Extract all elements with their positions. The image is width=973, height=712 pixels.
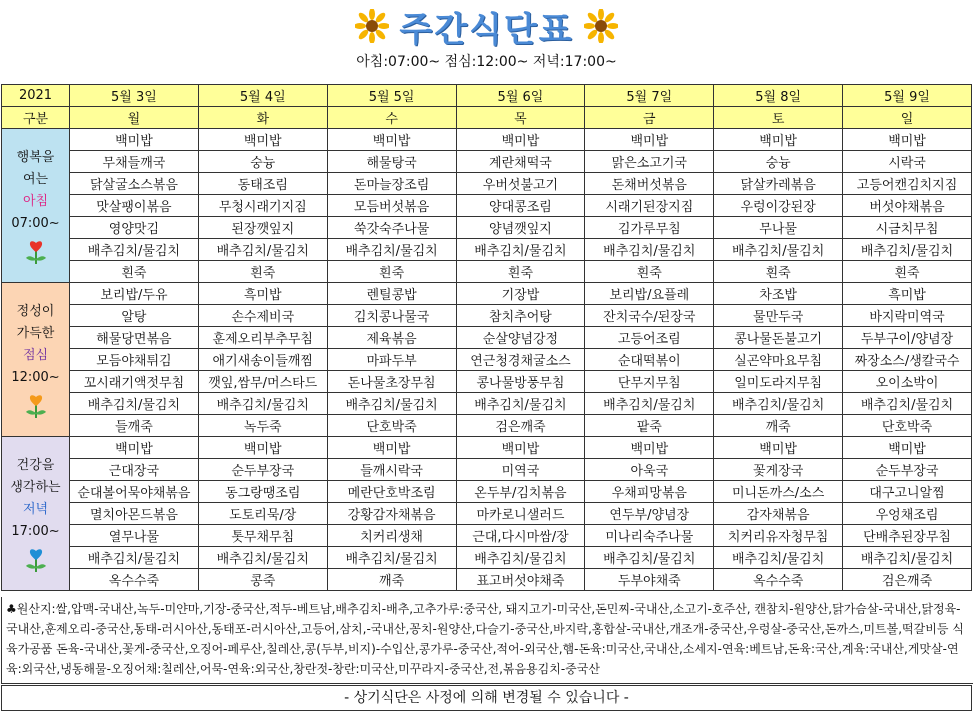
breakfast-menu-row [2, 217, 972, 239]
menu-item-cell: 깨죽 [327, 569, 456, 591]
menu-item-cell: 아욱국 [585, 459, 714, 481]
weekday-cell: 일 [843, 107, 972, 129]
menu-item-cell: 우렁이강된장 [714, 195, 843, 217]
menu-item-cell: 무나물 [714, 217, 843, 239]
menu-item-cell: 흑미밥 [843, 283, 972, 305]
menu-item-cell: 도토리묵/장 [198, 503, 327, 525]
menu-item-cell: 녹두죽 [198, 415, 327, 437]
meal-time: 07:00~ [11, 215, 60, 231]
menu-item-cell: 단무지무침 [585, 371, 714, 393]
lunch-label-cell [2, 283, 70, 437]
menu-item-cell: 온두부/김치볶음 [456, 481, 585, 503]
menu-item-cell: 김치콩나물국 [327, 305, 456, 327]
menu-item-cell: 백미밥 [327, 129, 456, 151]
date-cell: 5월 8일 [714, 85, 843, 107]
menu-item-cell: 강황감자채볶음 [327, 503, 456, 525]
menu-item-cell: 닭살카레볶음 [714, 173, 843, 195]
menu-item-cell: 모듬버섯볶음 [327, 195, 456, 217]
menu-item-cell: 백미밥 [585, 129, 714, 151]
menu-item-cell: 배추김치/물김치 [70, 393, 199, 415]
menu-item-cell: 검은깨죽 [843, 569, 972, 591]
meal-slogan-line: 생각하는 [10, 479, 61, 495]
menu-item-cell: 고등어캔김치지짐 [843, 173, 972, 195]
menu-item-cell: 배추김치/물김치 [456, 547, 585, 569]
lunch-menu-row [2, 393, 972, 415]
menu-item-cell: 버섯야채볶음 [843, 195, 972, 217]
menu-item-cell: 배추김치/물김치 [327, 239, 456, 261]
menu-item-cell: 제육볶음 [327, 327, 456, 349]
menu-item-cell: 순살양념강정 [456, 327, 585, 349]
menu-item-cell: 팥죽 [585, 415, 714, 437]
menu-item-cell: 연두부/양념장 [585, 503, 714, 525]
meal-slogan-line: 여는 [22, 171, 49, 187]
breakfast-label-cell [2, 129, 70, 283]
menu-item-cell: 깨죽 [714, 415, 843, 437]
breakfast-menu-row [2, 129, 972, 151]
menu-item-cell: 치커리유자청무침 [714, 525, 843, 547]
menu-item-cell: 순두부장국 [843, 459, 972, 481]
menu-item-cell: 흑미밥 [198, 283, 327, 305]
menu-item-cell: 감자채볶음 [714, 503, 843, 525]
meal-slogan-line: 건강을 [16, 457, 55, 473]
menu-item-cell: 단호박죽 [327, 415, 456, 437]
menu-item-cell: 보리밥/요플레 [585, 283, 714, 305]
menu-item-cell: 돈채버섯볶음 [585, 173, 714, 195]
menu-item-cell: 배추김치/물김치 [585, 239, 714, 261]
menu-item-cell: 검은깨죽 [456, 415, 585, 437]
menu-item-cell: 배추김치/물김치 [327, 393, 456, 415]
menu-item-cell: 콩죽 [198, 569, 327, 591]
menu-item-cell: 단호박죽 [843, 415, 972, 437]
lunch-menu-row [2, 415, 972, 437]
menu-item-cell: 백미밥 [327, 437, 456, 459]
lunch-menu-row [2, 349, 972, 371]
meal-time: 17:00~ [11, 523, 60, 539]
menu-item-cell: 순두부장국 [198, 459, 327, 481]
title-row [0, 6, 973, 50]
category-label: 구분 [2, 107, 70, 129]
footer-notice: - 상기식단은 사정에 의해 변경될 수 있습니다 - [1, 685, 972, 711]
meal-slogan-line: 정성이 [16, 303, 55, 319]
menu-item-cell: 맑은소고기국 [585, 151, 714, 173]
menu-item-cell: 숭늉 [714, 151, 843, 173]
breakfast-menu-row [2, 261, 972, 283]
dinner-menu-row [2, 459, 972, 481]
menu-item-cell: 배추김치/물김치 [843, 393, 972, 415]
menu-item-cell: 흰죽 [456, 261, 585, 283]
menu-item-cell: 무청시래기지짐 [198, 195, 327, 217]
menu-item-cell: 흰죽 [70, 261, 199, 283]
year-cell: 2021 [2, 85, 70, 107]
weekday-cell: 월 [70, 107, 199, 129]
menu-item-cell: 배추김치/물김치 [327, 547, 456, 569]
menu-item-cell: 우엉채조림 [843, 503, 972, 525]
menu-item-cell: 들깨죽 [70, 415, 199, 437]
menu-item-cell: 시래기된장지짐 [585, 195, 714, 217]
menu-item-cell: 쑥갓숙주나물 [327, 217, 456, 239]
date-cell: 5월 4일 [198, 85, 327, 107]
meal-name: 점심 [22, 347, 49, 363]
menu-item-cell: 깻잎,쌈무/머스타드 [198, 371, 327, 393]
menu-item-cell: 돈마늘장조림 [327, 173, 456, 195]
flower-icon [22, 393, 50, 419]
breakfast-menu-row [2, 239, 972, 261]
menu-item-cell: 배추김치/물김치 [70, 547, 199, 569]
menu-item-cell: 우채피망볶음 [585, 481, 714, 503]
weekday-cell: 금 [585, 107, 714, 129]
weekday-cell: 토 [714, 107, 843, 129]
flower-icon [22, 239, 50, 265]
menu-item-cell: 미역국 [456, 459, 585, 481]
menu-item-cell: 숭늉 [198, 151, 327, 173]
sunflower-icon [584, 9, 618, 43]
menu-item-cell: 콩나물돈불고기 [714, 327, 843, 349]
menu-item-cell: 흰죽 [714, 261, 843, 283]
menu-item-cell: 흰죽 [198, 261, 327, 283]
menu-item-cell: 메란단호박조림 [327, 481, 456, 503]
menu-item-cell: 순대떡볶이 [585, 349, 714, 371]
menu-item-cell: 일미도라지무침 [714, 371, 843, 393]
menu-item-cell: 꼬시래기액젓무침 [70, 371, 199, 393]
menu-item-cell: 양대콩조림 [456, 195, 585, 217]
menu-item-cell: 멸치아몬드볶음 [70, 503, 199, 525]
date-cell: 5월 6일 [456, 85, 585, 107]
menu-item-cell: 배추김치/물김치 [843, 547, 972, 569]
menu-item-cell: 흰죽 [585, 261, 714, 283]
meal-name: 저녁 [22, 501, 49, 517]
menu-item-cell: 맛살팽이볶음 [70, 195, 199, 217]
menu-item-cell: 시금치무침 [843, 217, 972, 239]
menu-item-cell: 손수제비국 [198, 305, 327, 327]
weekday-cell: 목 [456, 107, 585, 129]
date-cell: 5월 5일 [327, 85, 456, 107]
menu-item-cell: 표고버섯야채죽 [456, 569, 585, 591]
menu-item-cell: 단배추된장무침 [843, 525, 972, 547]
breakfast-menu-row [2, 151, 972, 173]
menu-item-cell: 백미밥 [456, 437, 585, 459]
date-row [2, 85, 972, 107]
dinner-menu-row [2, 547, 972, 569]
menu-item-cell: 알탕 [70, 305, 199, 327]
menu-item-cell: 콩나물방풍무침 [456, 371, 585, 393]
dinner-menu-row [2, 525, 972, 547]
weekday-cell: 화 [198, 107, 327, 129]
menu-item-cell: 옥수수죽 [714, 569, 843, 591]
menu-item-cell: 참치추어탕 [456, 305, 585, 327]
menu-item-cell: 백미밥 [70, 129, 199, 151]
menu-item-cell: 양념깻잎지 [456, 217, 585, 239]
date-cell: 5월 7일 [585, 85, 714, 107]
menu-item-cell: 배추김치/물김치 [843, 239, 972, 261]
menu-item-cell: 연근청경채굴소스 [456, 349, 585, 371]
menu-item-cell: 미니돈까스/소스 [714, 481, 843, 503]
menu-item-cell: 백미밥 [714, 129, 843, 151]
menu-item-cell: 오이소박이 [843, 371, 972, 393]
menu-item-cell: 시락국 [843, 151, 972, 173]
menu-item-cell: 모듬야채튀김 [70, 349, 199, 371]
menu-item-cell: 근대장국 [70, 459, 199, 481]
menu-item-cell: 두부야채죽 [585, 569, 714, 591]
menu-item-cell: 치커리생채 [327, 525, 456, 547]
menu-item-cell: 애기새송이들깨찜 [198, 349, 327, 371]
meal-slogan-line: 행복을 [16, 149, 55, 165]
menu-item-cell: 흰죽 [327, 261, 456, 283]
menu-item-cell: 렌틸콩밥 [327, 283, 456, 305]
dinner-menu-row [2, 503, 972, 525]
menu-item-cell: 들깨시락국 [327, 459, 456, 481]
menu-item-cell: 된장깻잎지 [198, 217, 327, 239]
menu-item-cell: 마파두부 [327, 349, 456, 371]
lunch-menu-row [2, 371, 972, 393]
dinner-menu-row [2, 437, 972, 459]
menu-item-cell: 흰죽 [843, 261, 972, 283]
dinner-menu-row [2, 481, 972, 503]
menu-item-cell: 마카로니샐러드 [456, 503, 585, 525]
dinner-menu-row [2, 569, 972, 591]
weekday-cell: 수 [327, 107, 456, 129]
menu-item-cell: 꽃게장국 [714, 459, 843, 481]
menu-item-cell: 백미밥 [70, 437, 199, 459]
menu-item-cell: 백미밥 [198, 437, 327, 459]
breakfast-menu-row [2, 173, 972, 195]
menu-item-cell: 바지락미역국 [843, 305, 972, 327]
menu-item-cell: 배추김치/물김치 [585, 547, 714, 569]
menu-item-cell: 기장밥 [456, 283, 585, 305]
menu-item-cell: 배추김치/물김치 [456, 239, 585, 261]
menu-item-cell: 배추김치/물김치 [714, 547, 843, 569]
menu-item-cell: 잔치국수/된장국 [585, 305, 714, 327]
meal-time: 12:00~ [11, 369, 60, 385]
sunflower-icon [355, 9, 389, 43]
menu-item-cell: 짜장소스/생칼국수 [843, 349, 972, 371]
weekly-menu-table [1, 84, 972, 591]
menu-item-cell: 대구고니알찜 [843, 481, 972, 503]
menu-item-cell: 근대,다시마쌈/장 [456, 525, 585, 547]
page-header [0, 0, 973, 82]
weekday-row [2, 107, 972, 129]
meal-slogan-line: 가득한 [16, 325, 55, 341]
menu-item-cell: 배추김치/물김치 [456, 393, 585, 415]
date-cell: 5월 3일 [70, 85, 199, 107]
menu-item-cell: 닭살굴소스볶음 [70, 173, 199, 195]
menu-item-cell: 백미밥 [198, 129, 327, 151]
menu-item-cell: 실곤약마요무침 [714, 349, 843, 371]
menu-item-cell: 열무나물 [70, 525, 199, 547]
breakfast-menu-row [2, 195, 972, 217]
lunch-menu-row [2, 327, 972, 349]
menu-item-cell: 고등어조림 [585, 327, 714, 349]
menu-item-cell: 해물당면볶음 [70, 327, 199, 349]
flower-icon [22, 547, 50, 573]
page-title: 주간식단표 [399, 9, 574, 50]
menu-item-cell: 계란채떡국 [456, 151, 585, 173]
menu-item-cell: 백미밥 [843, 129, 972, 151]
menu-item-cell: 물만두국 [714, 305, 843, 327]
menu-item-cell: 영양맛김 [70, 217, 199, 239]
menu-item-cell: 배추김치/물김치 [198, 393, 327, 415]
menu-item-cell: 백미밥 [585, 437, 714, 459]
menu-item-cell: 순대볼어묵야채볶음 [70, 481, 199, 503]
menu-item-cell: 두부구이/양념장 [843, 327, 972, 349]
menu-item-cell: 옥수수죽 [70, 569, 199, 591]
origin-notes: ♣원산지:쌀,압맥-국내산,녹두-미얀마,기장-중국산,적두-베트남,배추김치-배추,고추가루:중국산, 돼지고기-미국산,돈민찌-국내산,소고기-호주산, 캔참치-원양산,닭가슴살-국내산,닭정육-국내산,훈제오리-중국산,동태-러시아산,동태포-러시아산,고등어,삼치,-국내산,꽁치-원양산,다슬기-중국산,바지락,홍합살-국내산,개조개-중국산,우렁살-중국산,돈까스,미트볼,떡갈비등 식육가공품 돈육-국내산,꽃게-중국산,오징어-페루산,칠레산,콩(두부,비지)-수입산,콩가루-중국산,적어-외국산,햄-돈육:미국산,국내산,소세지-연육:베트남,돈육:국산,계육:국내산,게맛살-연육:외국산,냉동해물-오징어채:칠레산,어묵-연육:외국산,창란젓-창란:미국산,미꾸라지-중국산,전,볶음용김치-중국산 [1, 597, 973, 684]
menu-item-cell: 배추김치/물김치 [198, 547, 327, 569]
menu-item-cell: 톳무채무침 [198, 525, 327, 547]
menu-item-cell: 배추김치/물김치 [585, 393, 714, 415]
date-cell: 5월 9일 [843, 85, 972, 107]
menu-item-cell: 배추김치/물김치 [70, 239, 199, 261]
lunch-menu-row [2, 305, 972, 327]
meal-name: 아침 [22, 193, 49, 209]
menu-item-cell: 차조밥 [714, 283, 843, 305]
menu-item-cell: 우버섯불고기 [456, 173, 585, 195]
menu-item-cell: 백미밥 [843, 437, 972, 459]
menu-item-cell: 동태조림 [198, 173, 327, 195]
dinner-label-cell [2, 437, 70, 591]
menu-item-cell: 돈나물초장무침 [327, 371, 456, 393]
meal-times: 아침:07:00~ 점심:12:00~ 저녁:17:00~ [356, 54, 617, 70]
menu-item-cell: 백미밥 [456, 129, 585, 151]
menu-item-cell: 배추김치/물김치 [714, 239, 843, 261]
lunch-menu-row [2, 283, 972, 305]
menu-item-cell: 배추김치/물김치 [714, 393, 843, 415]
menu-item-cell: 무채들깨국 [70, 151, 199, 173]
menu-item-cell: 배추김치/물김치 [198, 239, 327, 261]
menu-item-cell: 훈제오리부추무침 [198, 327, 327, 349]
menu-item-cell: 해물탕국 [327, 151, 456, 173]
menu-item-cell: 동그랑땡조림 [198, 481, 327, 503]
menu-item-cell: 백미밥 [714, 437, 843, 459]
menu-item-cell: 김가루무침 [585, 217, 714, 239]
menu-item-cell: 미나리숙주나물 [585, 525, 714, 547]
menu-item-cell: 보리밥/두유 [70, 283, 199, 305]
